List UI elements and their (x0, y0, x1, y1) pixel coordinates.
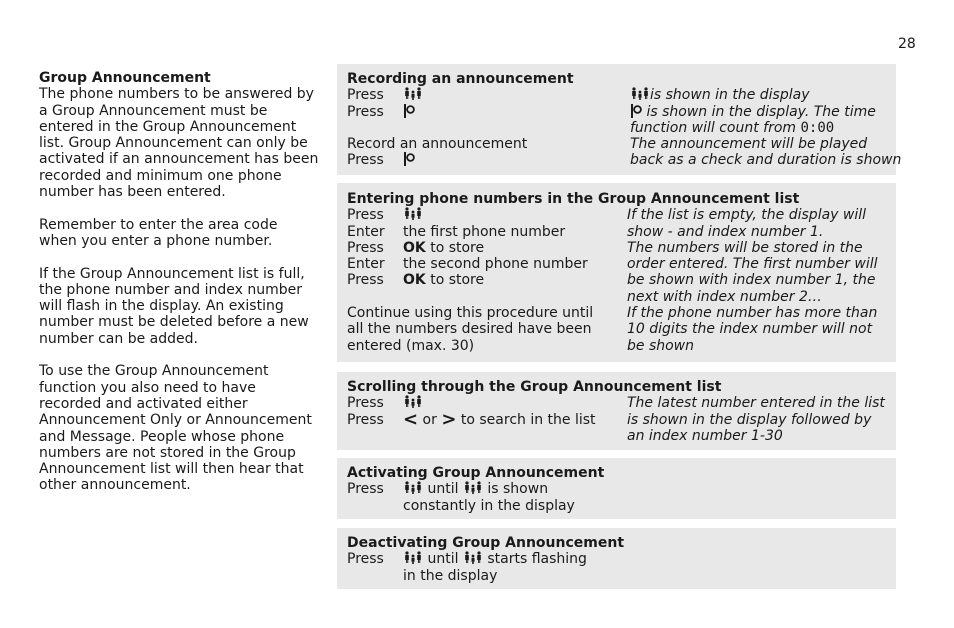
recording-note-3a: The announcement will be played (630, 136, 868, 153)
group-announcement-icon (463, 551, 483, 565)
intro-paragraph-1: The phone numbers to be answered by a Group Announcement must be entered in the Group Announcement list. Group Announcement can only be activated if an announcement has been recorded and minimum one phone number has been entered. (39, 86, 319, 201)
press-label: Press (347, 152, 384, 169)
scrolling-note: an index number 1-30 (627, 427, 783, 444)
play-icon (403, 152, 415, 166)
record-instruction: Record an announcement (347, 136, 528, 153)
scrolling-title: Scrolling through the Group Announcement list (347, 379, 722, 395)
press-label: Press (347, 395, 384, 412)
activating-line-2: constantly in the display (403, 497, 575, 514)
entering-note: show - and index number 1. (627, 223, 824, 240)
press-label: Press (347, 103, 384, 120)
enter-label: Enter (347, 256, 385, 273)
entering-note: next with index number 2… (627, 288, 822, 305)
press-label: Press (347, 411, 384, 428)
continue-text: all the numbers desired have been (347, 321, 592, 338)
intro-paragraph-2: Remember to enter the area code when you enter a phone number. (39, 216, 278, 249)
timer-display: 0:00 (800, 119, 835, 136)
entering-note: 10 digits the index number will not (627, 321, 873, 338)
entering-note: order entered. The first number will (627, 256, 878, 273)
recording-title: Recording an announcement (347, 71, 574, 87)
press-label: Press (347, 551, 384, 568)
continue-text: Continue using this procedure until (347, 305, 594, 322)
ok-key: OK (403, 239, 426, 256)
entering-note: be shown with index number 1, the (627, 272, 876, 289)
enter-label: Enter (347, 223, 385, 240)
activating-title: Activating Group Announcement (347, 465, 605, 481)
group-announcement-icon (463, 481, 483, 495)
entering-note: If the list is empty, the display will (627, 207, 867, 224)
recording-note-2b: function will count from 0:00 (630, 119, 835, 136)
group-announcement-icon (403, 551, 423, 565)
press-label: Press (347, 272, 384, 289)
group-announcement-icon (403, 87, 423, 101)
press-label: Press (347, 481, 384, 498)
press-label: Press (347, 87, 384, 104)
scrolling-note: is shown in the display followed by (627, 411, 872, 428)
first-number-label: the first phone number (403, 223, 566, 240)
scrolling-note: The latest number entered in the list (627, 395, 885, 412)
press-label: Press (347, 207, 384, 224)
page-number: 28 (898, 36, 916, 52)
activating-section: Activating Group Announcement Press until is shown constantly in the display (337, 458, 896, 519)
group-announcement-icon (630, 87, 650, 101)
deactivating-section: Deactivating Group Announcement Press until starts flashing in the display (337, 528, 896, 589)
entering-title: Entering phone numbers in the Group Announcement list (347, 191, 800, 207)
entering-note: The numbers will be stored in the (627, 239, 863, 256)
right-arrow-icon: > (441, 408, 457, 430)
press-label: Press (347, 239, 384, 256)
intro-paragraph-4: To use the Group Announcement function you also need to have recorded and activated either Announcement Only or Announcement and Message. People whose phone numbers are not stored in the Group Announcement list will then hear that other announcement. (39, 363, 312, 494)
deactivating-line-2: in the display (403, 567, 498, 584)
left-arrow-icon: < (403, 408, 419, 430)
continue-text: entered (max. 30) (347, 337, 475, 354)
entering-note: If the phone number has more than (627, 305, 878, 322)
recording-note-1: is shown in the display (630, 87, 810, 103)
group-announcement-icon (403, 207, 423, 221)
second-number-label: the second phone number (403, 256, 588, 273)
recording-note-2: is shown in the display. The time (630, 104, 876, 120)
section-heading: Group Announcement (39, 70, 211, 86)
entering-note: be shown (627, 337, 695, 354)
group-announcement-icon (403, 395, 423, 409)
group-announcement-icon (403, 481, 423, 495)
ok-key: OK (403, 272, 426, 289)
scrolling-section: Scrolling through the Group Announcement list Press The latest number entered in the list Press < or > to search in the list is shown in the display followed by an index number 1-30 (337, 372, 896, 450)
entering-section: Entering phone numbers in the Group Announcement list Press If the list is empty, the display will Enter the first phone number show - and index number 1. Press OK to store The numbers will be stored in the Enter the second phone number order entered. The first number will Press OK to store be shown with index number 1, the next with index number 2… Continue using this procedure until If the phone number has more than all the numbers desired have been 10 digits the index number will not entered (max. 30) be shown (337, 183, 896, 362)
intro-paragraph-3: If the Group Announcement list is full, the phone number and index number will flash in the display. An existing number must be deleted before a new number can be added. (39, 265, 309, 347)
play-icon (630, 104, 642, 118)
recording-note-3b: back as a check and duration is shown (630, 152, 902, 169)
intro-column (39, 70, 324, 510)
deactivating-title: Deactivating Group Announcement (347, 535, 625, 551)
play-icon (403, 104, 415, 118)
recording-section (337, 64, 902, 175)
